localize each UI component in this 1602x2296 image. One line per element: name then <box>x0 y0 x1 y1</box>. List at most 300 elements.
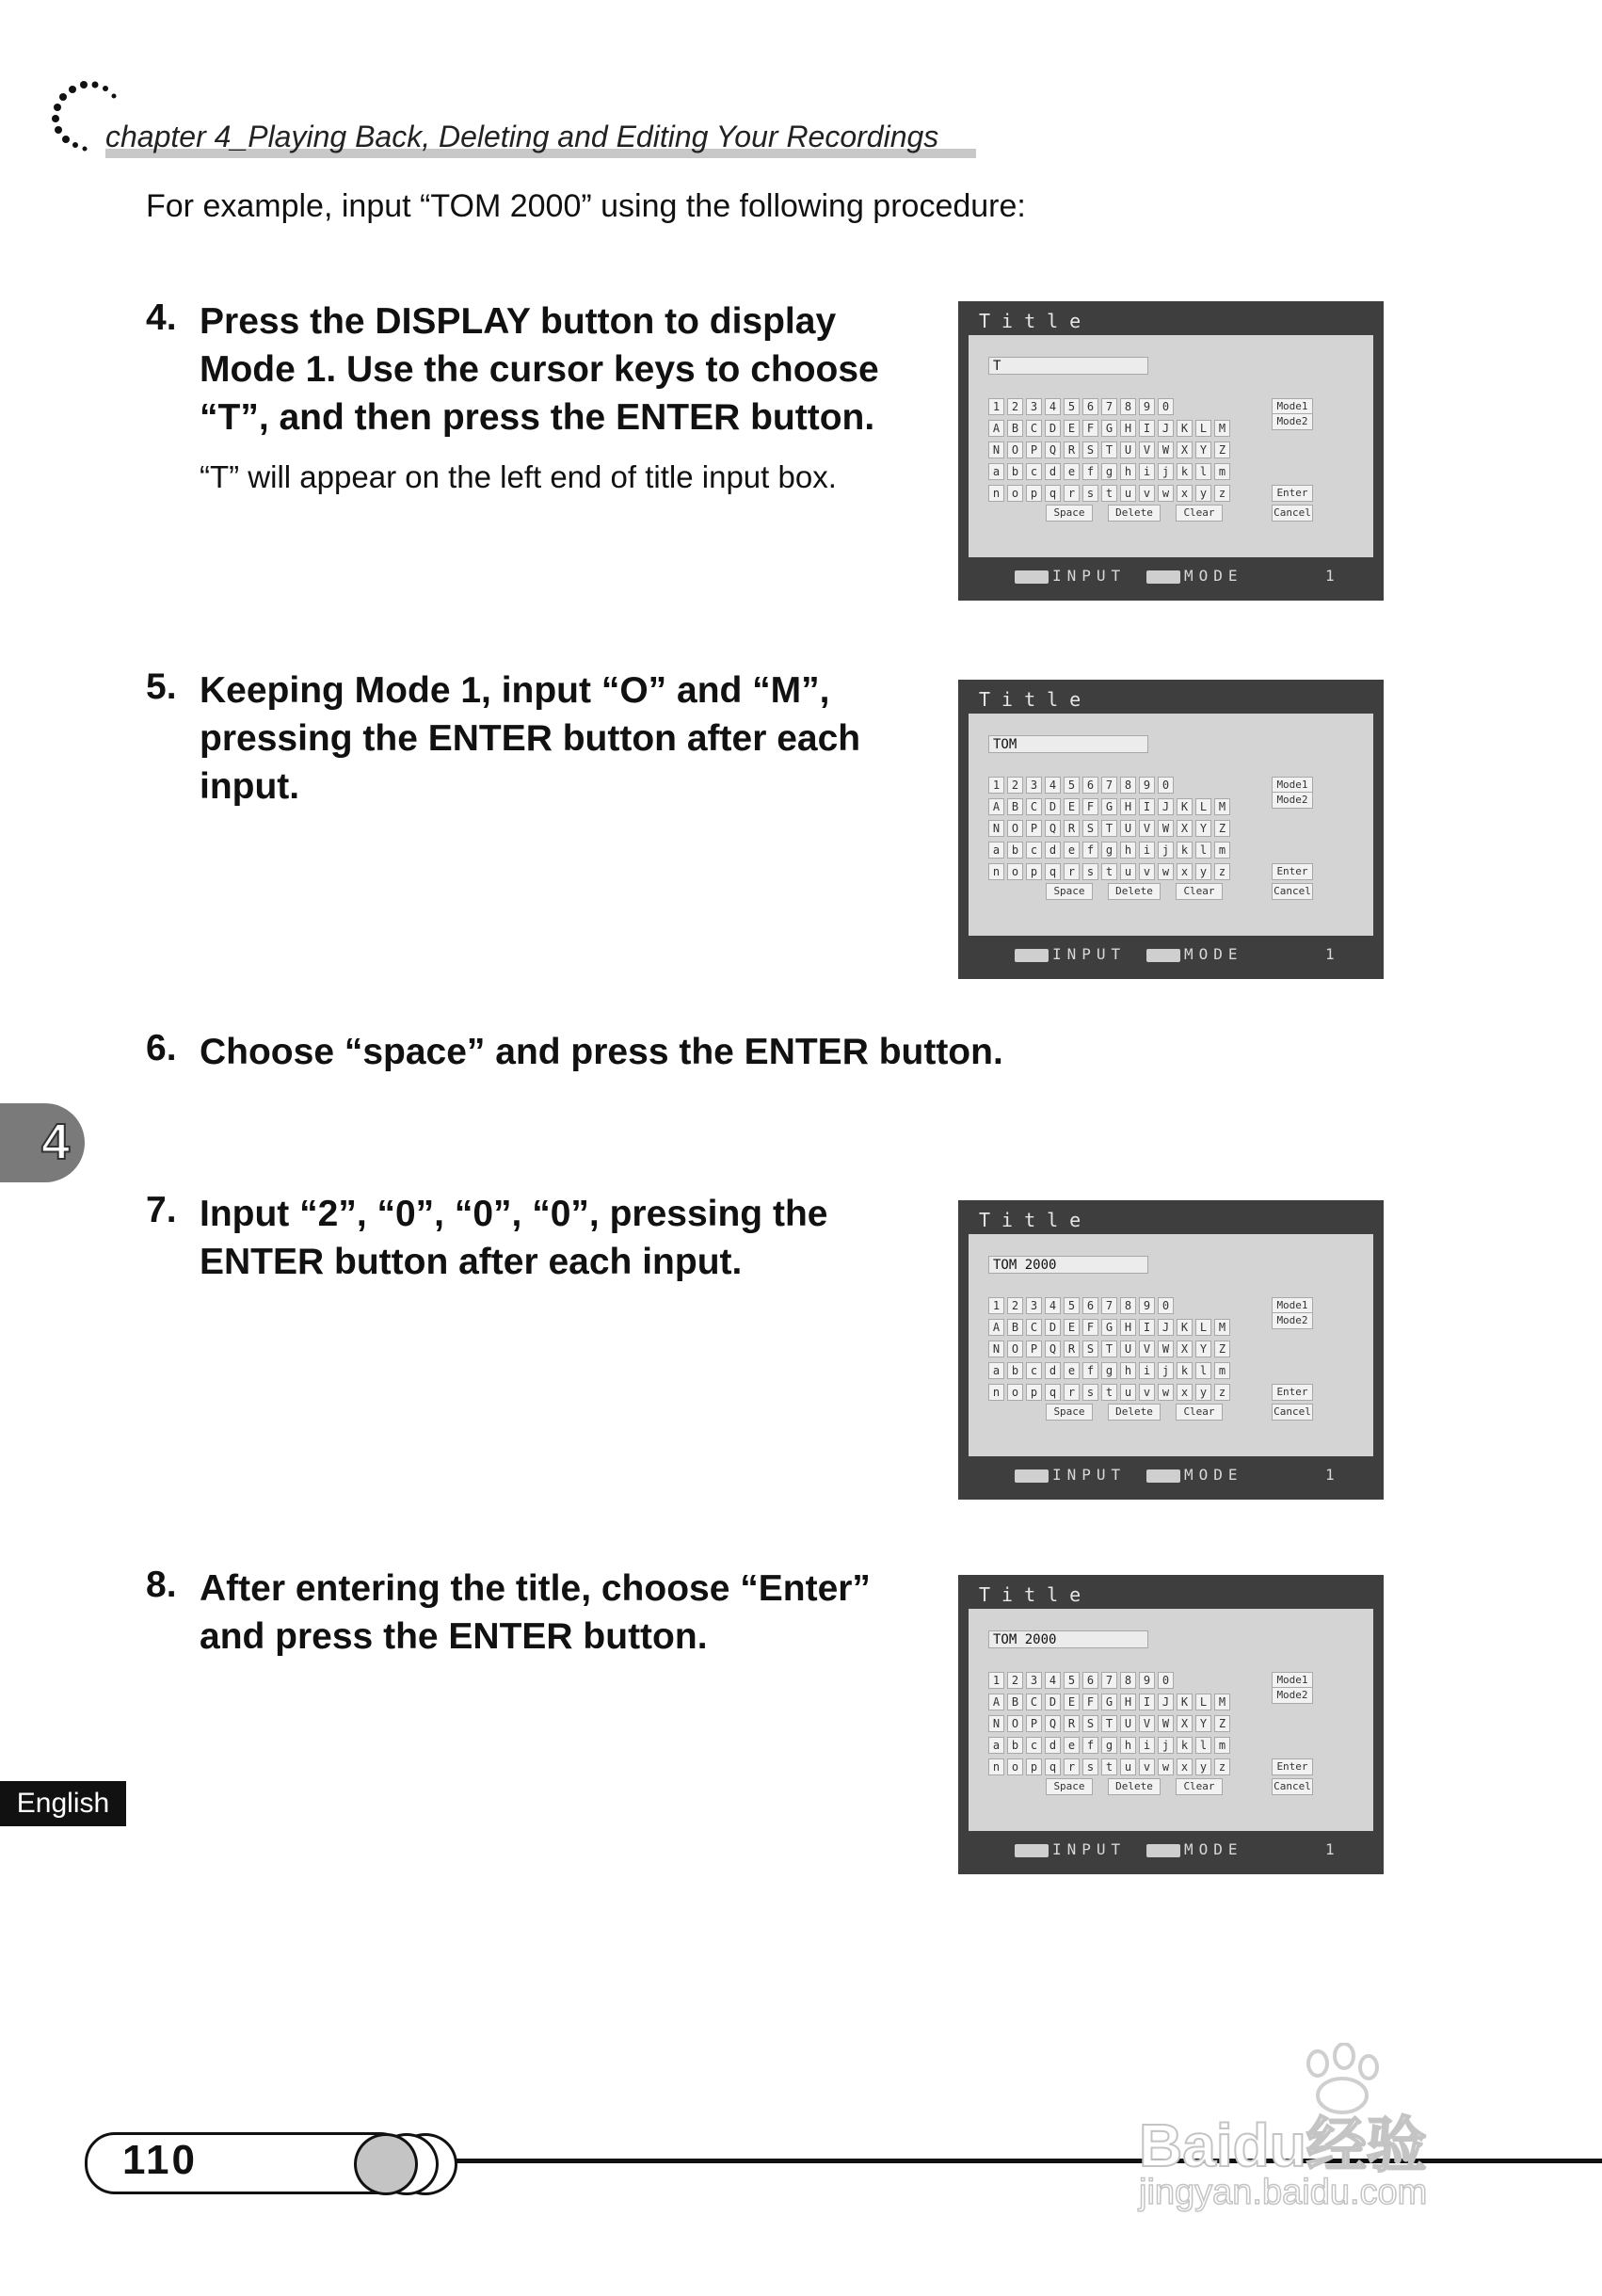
clear-key: Clear <box>1176 1778 1223 1795</box>
key-N: N <box>988 1341 1004 1357</box>
step-instruction <box>200 1190 934 1286</box>
key-r: r <box>1064 1758 1080 1775</box>
title-input-box: TOM 2000 <box>988 1256 1148 1274</box>
key-0: 0 <box>1158 1672 1174 1689</box>
step-number: 7. <box>146 1190 177 1230</box>
step-line: Keeping Mode 1, input “O” and “M”, <box>200 670 830 711</box>
key-C: C <box>1026 798 1042 815</box>
mode1-key: Mode1 <box>1272 398 1313 415</box>
mode2-key: Mode2 <box>1272 1312 1313 1329</box>
key-Q: Q <box>1045 442 1061 458</box>
key-j: j <box>1158 842 1174 859</box>
footer-circle-icon <box>354 2133 418 2195</box>
key-D: D <box>1045 798 1061 815</box>
mode2-key: Mode2 <box>1272 1687 1313 1704</box>
key-a: a <box>988 1737 1004 1754</box>
keypad-row <box>988 1737 1233 1754</box>
key-M: M <box>1214 798 1230 815</box>
key-w: w <box>1158 863 1174 880</box>
key-p: p <box>1026 485 1042 502</box>
key-H: H <box>1120 420 1136 437</box>
key-4: 4 <box>1045 1297 1061 1314</box>
cancel-key: Cancel <box>1272 883 1313 900</box>
key-L: L <box>1195 420 1211 437</box>
footer-mode-label: MODE <box>1184 1840 1243 1858</box>
step-line: Mode 1. Use the cursor keys to choose <box>200 349 879 390</box>
key-A: A <box>988 1319 1004 1336</box>
key-9: 9 <box>1139 1672 1155 1689</box>
key-M: M <box>1214 1319 1230 1336</box>
step-instruction <box>200 297 934 442</box>
key-k: k <box>1177 1362 1193 1379</box>
keypad-row <box>988 842 1233 859</box>
title-screen-1 <box>958 301 1384 601</box>
keypad-row <box>988 1362 1233 1379</box>
key-0: 0 <box>1158 777 1174 794</box>
key-5: 5 <box>1064 398 1080 415</box>
key-m: m <box>1214 463 1230 480</box>
key-5: 5 <box>1064 777 1080 794</box>
key-3: 3 <box>1026 1297 1042 1314</box>
key-M: M <box>1214 420 1230 437</box>
key-2: 2 <box>1007 398 1023 415</box>
key-2: 2 <box>1007 1672 1023 1689</box>
key-c: c <box>1026 463 1042 480</box>
key-w: w <box>1158 485 1174 502</box>
key-z: z <box>1214 1758 1230 1775</box>
step-line: ENTER button after each input. <box>200 1242 743 1282</box>
key-W: W <box>1158 442 1174 458</box>
key-a: a <box>988 842 1004 859</box>
key-P: P <box>1026 1715 1042 1732</box>
step-number: 5. <box>146 666 177 707</box>
key-x: x <box>1177 1384 1193 1401</box>
key-J: J <box>1158 798 1174 815</box>
key-a: a <box>988 463 1004 480</box>
key-f: f <box>1082 842 1098 859</box>
key-I: I <box>1139 1319 1155 1336</box>
key-5: 5 <box>1064 1672 1080 1689</box>
keypad-row <box>988 398 1233 415</box>
mode1-key: Mode1 <box>1272 1297 1313 1314</box>
key-i: i <box>1139 1362 1155 1379</box>
key-H: H <box>1120 1694 1136 1710</box>
footer-mode-label: MODE <box>1184 945 1243 963</box>
key-Z: Z <box>1214 442 1230 458</box>
title-screen-4 <box>958 1575 1384 1874</box>
key-g: g <box>1101 463 1117 480</box>
key-6: 6 <box>1082 1297 1098 1314</box>
intro-text: For example, input “TOM 2000” using the following procedure: <box>146 188 1026 224</box>
key-f: f <box>1082 1362 1098 1379</box>
key-z: z <box>1214 863 1230 880</box>
screen-title: Title <box>979 1209 1093 1231</box>
keypad-row <box>988 442 1233 458</box>
key-R: R <box>1064 1715 1080 1732</box>
key-2: 2 <box>1007 777 1023 794</box>
key-3: 3 <box>1026 777 1042 794</box>
step-line: pressing the ENTER button after each <box>200 718 861 759</box>
screen-panel <box>969 335 1373 557</box>
key-m: m <box>1214 842 1230 859</box>
step-instruction <box>200 1565 934 1661</box>
key-x: x <box>1177 863 1193 880</box>
key-Y: Y <box>1195 1341 1211 1357</box>
key-p: p <box>1026 1758 1042 1775</box>
enter-key: Enter <box>1272 863 1313 880</box>
footer-input-label: INPUT <box>1052 1840 1127 1858</box>
key-Y: Y <box>1195 820 1211 837</box>
step-line: Input “2”, “0”, “0”, “0”, pressing the <box>200 1194 828 1234</box>
key-k: k <box>1177 463 1193 480</box>
enter-badge-icon <box>1015 570 1049 584</box>
key-G: G <box>1101 798 1117 815</box>
key-I: I <box>1139 798 1155 815</box>
key-H: H <box>1120 1319 1136 1336</box>
key-T: T <box>1101 1715 1117 1732</box>
key-o: o <box>1007 485 1023 502</box>
delete-key: Delete <box>1108 1778 1161 1795</box>
key-0: 0 <box>1158 1297 1174 1314</box>
keypad-row <box>988 777 1233 794</box>
screen-panel <box>969 1234 1373 1456</box>
key-h: h <box>1120 842 1136 859</box>
key-d: d <box>1045 842 1061 859</box>
key-D: D <box>1045 1694 1061 1710</box>
key-W: W <box>1158 1715 1174 1732</box>
cancel-key: Cancel <box>1272 505 1313 522</box>
enter-badge-icon <box>1015 949 1049 962</box>
key-k: k <box>1177 842 1193 859</box>
key-o: o <box>1007 1384 1023 1401</box>
footer-mode-label: MODE <box>1184 567 1243 585</box>
chapter-title: chapter 4_Playing Back, Deleting and Editing Your Recordings <box>105 120 939 153</box>
key-E: E <box>1064 1319 1080 1336</box>
key-n: n <box>988 1758 1004 1775</box>
key-X: X <box>1177 442 1193 458</box>
key-d: d <box>1045 463 1061 480</box>
key-P: P <box>1026 442 1042 458</box>
screen-panel <box>969 714 1373 936</box>
key-u: u <box>1120 1758 1136 1775</box>
key-0: 0 <box>1158 398 1174 415</box>
key-T: T <box>1101 820 1117 837</box>
space-key: Space <box>1046 883 1093 900</box>
key-i: i <box>1139 463 1155 480</box>
key-E: E <box>1064 798 1080 815</box>
footer-input-label: INPUT <box>1052 945 1127 963</box>
key-i: i <box>1139 1737 1155 1754</box>
enter-badge-icon <box>1015 1469 1049 1483</box>
key-f: f <box>1082 1737 1098 1754</box>
keypad-row <box>988 820 1233 837</box>
key-d: d <box>1045 1737 1061 1754</box>
key-B: B <box>1007 1694 1023 1710</box>
key-W: W <box>1158 820 1174 837</box>
space-key: Space <box>1046 1778 1093 1795</box>
key-6: 6 <box>1082 1672 1098 1689</box>
delete-key: Delete <box>1108 883 1161 900</box>
key-Q: Q <box>1045 1341 1061 1357</box>
delete-key: Delete <box>1108 1404 1161 1421</box>
key-7: 7 <box>1101 1297 1117 1314</box>
key-A: A <box>988 1694 1004 1710</box>
keypad-row <box>988 1694 1233 1710</box>
step-line: After entering the title, choose “Enter” <box>200 1568 871 1609</box>
key-q: q <box>1045 1384 1061 1401</box>
key-u: u <box>1120 863 1136 880</box>
footer-mode-number: 1 <box>1325 1840 1335 1858</box>
character-keypad <box>988 1297 1233 1405</box>
title-screen-2 <box>958 680 1384 979</box>
key-j: j <box>1158 463 1174 480</box>
key-N: N <box>988 820 1004 837</box>
display-badge-icon <box>1146 949 1180 962</box>
key-b: b <box>1007 463 1023 480</box>
key-Q: Q <box>1045 820 1061 837</box>
key-w: w <box>1158 1384 1174 1401</box>
key-1: 1 <box>988 777 1004 794</box>
key-e: e <box>1064 842 1080 859</box>
display-badge-icon <box>1146 1469 1180 1483</box>
keypad-row <box>988 485 1233 502</box>
key-z: z <box>1214 1384 1230 1401</box>
key-J: J <box>1158 420 1174 437</box>
key-L: L <box>1195 1694 1211 1710</box>
clear-key: Clear <box>1176 1404 1223 1421</box>
key-b: b <box>1007 1737 1023 1754</box>
key-s: s <box>1082 1758 1098 1775</box>
step-note: “T” will appear on the left end of title input box. <box>200 459 837 494</box>
key-L: L <box>1195 1319 1211 1336</box>
key-y: y <box>1195 1758 1211 1775</box>
keypad-row <box>988 1319 1233 1336</box>
key-j: j <box>1158 1362 1174 1379</box>
enter-key: Enter <box>1272 485 1313 502</box>
key-A: A <box>988 420 1004 437</box>
key-u: u <box>1120 1384 1136 1401</box>
screen-footer <box>958 1837 1384 1865</box>
key-e: e <box>1064 463 1080 480</box>
key-s: s <box>1082 485 1098 502</box>
key-g: g <box>1101 842 1117 859</box>
key-S: S <box>1082 1341 1098 1357</box>
key-6: 6 <box>1082 398 1098 415</box>
key-B: B <box>1007 798 1023 815</box>
key-s: s <box>1082 863 1098 880</box>
keypad-row <box>988 1297 1233 1314</box>
key-g: g <box>1101 1737 1117 1754</box>
keypad-row <box>988 463 1233 480</box>
key-l: l <box>1195 842 1211 859</box>
key-5: 5 <box>1064 1297 1080 1314</box>
key-p: p <box>1026 1384 1042 1401</box>
key-c: c <box>1026 842 1042 859</box>
key-N: N <box>988 1715 1004 1732</box>
screen-footer <box>958 1462 1384 1490</box>
key-F: F <box>1082 420 1098 437</box>
space-key: Space <box>1046 505 1093 522</box>
key-7: 7 <box>1101 777 1117 794</box>
key-l: l <box>1195 1362 1211 1379</box>
key-G: G <box>1101 1319 1117 1336</box>
key-t: t <box>1101 1384 1117 1401</box>
key-t: t <box>1101 863 1117 880</box>
key-G: G <box>1101 420 1117 437</box>
enter-badge-icon <box>1015 1844 1049 1857</box>
key-C: C <box>1026 1694 1042 1710</box>
step-instruction <box>200 666 934 811</box>
key-l: l <box>1195 463 1211 480</box>
key-t: t <box>1101 1758 1117 1775</box>
key-2: 2 <box>1007 1297 1023 1314</box>
key-q: q <box>1045 863 1061 880</box>
screen-title: Title <box>979 1583 1093 1606</box>
key-Z: Z <box>1214 820 1230 837</box>
key-n: n <box>988 485 1004 502</box>
footer-mode-label: MODE <box>1184 1466 1243 1484</box>
keypad-row <box>988 1715 1233 1732</box>
key-X: X <box>1177 1341 1193 1357</box>
key-S: S <box>1082 820 1098 837</box>
key-m: m <box>1214 1737 1230 1754</box>
step-line: “T”, and then press the ENTER button. <box>200 397 875 438</box>
keypad-row <box>988 1672 1233 1689</box>
key-x: x <box>1177 485 1193 502</box>
key-Z: Z <box>1214 1341 1230 1357</box>
key-7: 7 <box>1101 398 1117 415</box>
key-m: m <box>1214 1362 1230 1379</box>
key-Q: Q <box>1045 1715 1061 1732</box>
key-8: 8 <box>1120 1672 1136 1689</box>
key-8: 8 <box>1120 398 1136 415</box>
language-tab: English <box>0 1781 126 1826</box>
key-9: 9 <box>1139 398 1155 415</box>
keypad-row <box>988 798 1233 815</box>
key-u: u <box>1120 485 1136 502</box>
key-E: E <box>1064 420 1080 437</box>
key-v: v <box>1139 1384 1155 1401</box>
key-D: D <box>1045 420 1061 437</box>
cancel-key: Cancel <box>1272 1404 1313 1421</box>
key-O: O <box>1007 1715 1023 1732</box>
key-k: k <box>1177 1737 1193 1754</box>
enter-key: Enter <box>1272 1758 1313 1775</box>
keypad-row <box>988 420 1233 437</box>
key-O: O <box>1007 1341 1023 1357</box>
key-4: 4 <box>1045 777 1061 794</box>
enter-key: Enter <box>1272 1384 1313 1401</box>
key-E: E <box>1064 1694 1080 1710</box>
character-keypad <box>988 1672 1233 1780</box>
key-o: o <box>1007 863 1023 880</box>
key-4: 4 <box>1045 398 1061 415</box>
key-O: O <box>1007 820 1023 837</box>
key-U: U <box>1120 1341 1136 1357</box>
key-V: V <box>1139 1341 1155 1357</box>
space-key: Space <box>1046 1404 1093 1421</box>
step-number: 8. <box>146 1565 177 1605</box>
key-R: R <box>1064 1341 1080 1357</box>
key-B: B <box>1007 420 1023 437</box>
key-X: X <box>1177 1715 1193 1732</box>
key-S: S <box>1082 442 1098 458</box>
key-q: q <box>1045 485 1061 502</box>
title-input-box: TOM 2000 <box>988 1630 1148 1648</box>
key-g: g <box>1101 1362 1117 1379</box>
step-line: and press the ENTER button. <box>200 1616 708 1657</box>
key-K: K <box>1177 1319 1193 1336</box>
key-H: H <box>1120 798 1136 815</box>
key-9: 9 <box>1139 1297 1155 1314</box>
step-line: Choose “space” and press the ENTER button. <box>200 1032 1003 1072</box>
key-h: h <box>1120 463 1136 480</box>
key-b: b <box>1007 1362 1023 1379</box>
key-T: T <box>1101 1341 1117 1357</box>
key-s: s <box>1082 1384 1098 1401</box>
key-N: N <box>988 442 1004 458</box>
key-W: W <box>1158 1341 1174 1357</box>
key-1: 1 <box>988 1297 1004 1314</box>
cancel-key: Cancel <box>1272 1778 1313 1795</box>
chapter-side-tab-number: 4 <box>41 1114 71 1170</box>
key-t: t <box>1101 485 1117 502</box>
key-P: P <box>1026 820 1042 837</box>
key-r: r <box>1064 485 1080 502</box>
title-input-box: TOM <box>988 735 1148 753</box>
key-A: A <box>988 798 1004 815</box>
key-I: I <box>1139 420 1155 437</box>
key-3: 3 <box>1026 1672 1042 1689</box>
key-K: K <box>1177 798 1193 815</box>
key-X: X <box>1177 820 1193 837</box>
key-v: v <box>1139 863 1155 880</box>
key-7: 7 <box>1101 1672 1117 1689</box>
clear-key: Clear <box>1176 883 1223 900</box>
key-V: V <box>1139 442 1155 458</box>
screen-footer <box>958 941 1384 970</box>
screen-footer <box>958 563 1384 591</box>
key-4: 4 <box>1045 1672 1061 1689</box>
key-V: V <box>1139 1715 1155 1732</box>
key-v: v <box>1139 1758 1155 1775</box>
key-C: C <box>1026 1319 1042 1336</box>
key-a: a <box>988 1362 1004 1379</box>
key-h: h <box>1120 1737 1136 1754</box>
footer-mode-number: 1 <box>1325 567 1335 585</box>
screen-title: Title <box>979 688 1093 711</box>
key-q: q <box>1045 1758 1061 1775</box>
key-Z: Z <box>1214 1715 1230 1732</box>
key-D: D <box>1045 1319 1061 1336</box>
key-P: P <box>1026 1341 1042 1357</box>
step-instruction <box>200 1028 1178 1076</box>
key-z: z <box>1214 485 1230 502</box>
clear-key: Clear <box>1176 505 1223 522</box>
key-p: p <box>1026 863 1042 880</box>
key-f: f <box>1082 463 1098 480</box>
key-w: w <box>1158 1758 1174 1775</box>
key-n: n <box>988 1384 1004 1401</box>
key-K: K <box>1177 1694 1193 1710</box>
key-G: G <box>1101 1694 1117 1710</box>
key-c: c <box>1026 1737 1042 1754</box>
key-9: 9 <box>1139 777 1155 794</box>
key-Y: Y <box>1195 442 1211 458</box>
footer-mode-number: 1 <box>1325 1466 1335 1484</box>
mode2-key: Mode2 <box>1272 792 1313 809</box>
key-j: j <box>1158 1737 1174 1754</box>
